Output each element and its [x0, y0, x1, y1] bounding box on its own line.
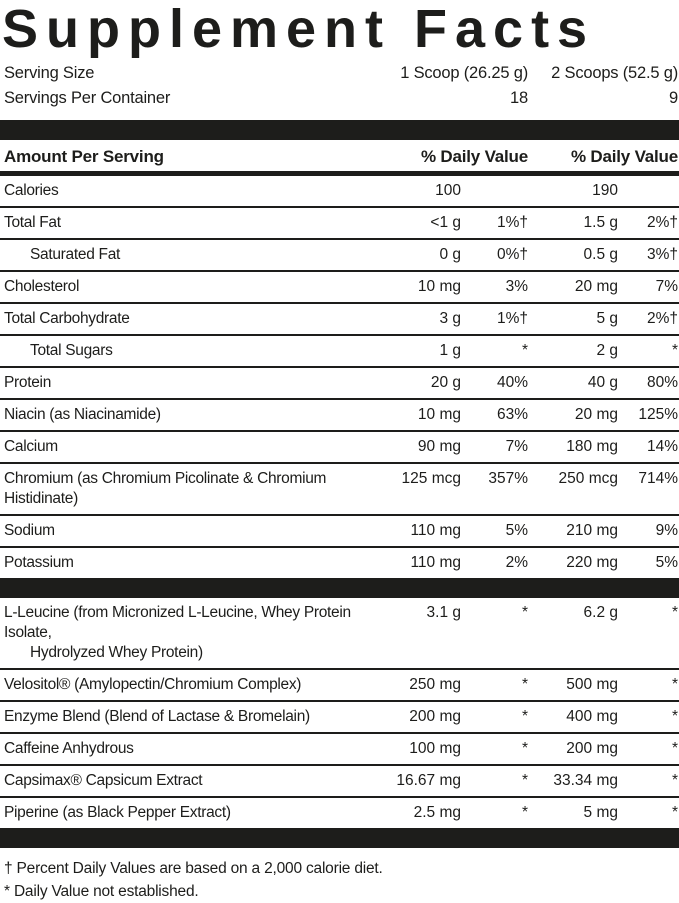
row-label: Piperine (as Black Pepper Extract) — [4, 804, 231, 821]
row-dv-1: * — [521, 740, 528, 757]
row-dv-1: * — [521, 804, 528, 821]
row-amount-1: 100 mg — [409, 740, 461, 757]
table-header-row — [0, 140, 679, 176]
nutrient-row-potassium — [0, 548, 679, 578]
nutrient-row-calcium — [0, 432, 679, 464]
row-dv-2: * — [671, 708, 678, 725]
row-amount-2: 33.34 mg — [553, 772, 618, 789]
nutrient-row-total-carbohydrate — [0, 304, 679, 336]
row-label: Total Sugars — [30, 342, 113, 359]
row-amount-1: 200 mg — [409, 708, 461, 725]
daily-value-header-2: % Daily Value — [570, 147, 678, 166]
nutrient-row-protein — [0, 368, 679, 400]
servings-per-container-label: Servings Per Container — [4, 89, 171, 107]
row-label: Capsimax® Capsicum Extract — [4, 772, 203, 789]
row-amount-2: 0.5 g — [583, 246, 618, 263]
nutrient-row-sodium — [0, 516, 679, 548]
row-dv-2: 2%† — [646, 310, 678, 327]
row-amount-2: 220 mg — [566, 554, 618, 571]
row-label: Potassium — [4, 554, 74, 571]
row-amount-2: 20 mg — [574, 278, 618, 295]
row-dv-1: 63% — [496, 406, 528, 423]
row-dv-1: 1%† — [496, 310, 528, 327]
nutrient-row-total-fat — [0, 208, 679, 240]
nutrient-table-section-2 — [0, 598, 679, 828]
nutrient-table-section-1 — [0, 176, 679, 578]
nutrient-row-caffeine — [0, 734, 679, 766]
nutrient-row-l-leucine — [0, 598, 679, 670]
row-amount-2: 40 g — [587, 374, 618, 391]
nutrient-row-saturated-fat — [0, 240, 679, 272]
row-dv-2: 3%† — [646, 246, 678, 263]
row-dv-2: 125% — [638, 406, 678, 423]
row-amount-1: 110 mg — [410, 554, 461, 571]
section-divider-bar-1 — [0, 120, 679, 140]
row-dv-2: * — [671, 604, 678, 621]
nutrient-row-velositol — [0, 670, 679, 702]
row-dv-2: * — [671, 676, 678, 693]
row-amount-2: 6.2 g — [583, 604, 618, 621]
row-amount-2: 500 mg — [566, 676, 618, 693]
row-amount-1: 250 mg — [409, 676, 461, 693]
serving-size-row — [0, 61, 679, 86]
row-dv-2: * — [671, 740, 678, 757]
row-dv-2: 714% — [638, 470, 678, 487]
row-dv-1: 5% — [505, 522, 528, 539]
row-amount-1: 10 mg — [417, 406, 461, 423]
row-dv-1: * — [521, 676, 528, 693]
row-dv-1: * — [521, 604, 528, 621]
row-amount-1: 10 mg — [417, 278, 461, 295]
row-dv-1: 357% — [488, 470, 528, 487]
row-amount-1: 2.5 mg — [413, 804, 461, 821]
nutrient-row-total-sugars — [0, 336, 679, 368]
row-amount-2: 5 g — [596, 310, 618, 327]
nutrient-row-cholesterol — [0, 272, 679, 304]
row-amount-2: 1.5 g — [583, 214, 618, 231]
amount-per-serving-header: Amount Per Serving — [4, 147, 164, 166]
row-dv-1: 1%† — [496, 214, 528, 231]
row-label: Total Fat — [4, 214, 61, 231]
nutrient-row-niacin — [0, 400, 679, 432]
row-amount-1: 20 g — [430, 374, 461, 391]
nutrient-row-calories — [0, 176, 679, 208]
row-label: Chromium (as Chromium Picolinate & Chromium Histidinate) — [4, 470, 327, 507]
row-dv-2: * — [671, 804, 678, 821]
nutrient-row-enzyme-blend — [0, 702, 679, 734]
row-dv-2: 80% — [646, 374, 678, 391]
row-amount-1: 110 mg — [410, 522, 461, 539]
servings-per-container-value-2: 9 — [669, 89, 678, 107]
footnote-daily-values: † Percent Daily Values are based on a 2,000 calorie diet. — [4, 860, 383, 877]
footnote-not-established: * Daily Value not established. — [4, 883, 199, 900]
row-dv-2: 2%† — [646, 214, 678, 231]
servings-per-container-row — [0, 86, 679, 111]
row-amount-2: 2 g — [596, 342, 618, 359]
row-label: Enzyme Blend (Blend of Lactase & Bromelain) — [4, 708, 310, 725]
serving-size-value-1: 1 Scoop (26.25 g) — [400, 64, 528, 82]
row-label: Protein — [4, 374, 52, 391]
nutrient-row-piperine — [0, 798, 679, 828]
footnotes — [0, 848, 679, 903]
row-dv-1: 7% — [505, 438, 528, 455]
row-dv-1: 0%† — [496, 246, 528, 263]
row-dv-1: * — [521, 708, 528, 725]
row-amount-1: <1 g — [430, 214, 461, 231]
row-label-line-1: L-Leucine (from Micronized L-Leucine, Whey Protein Isolate, — [4, 604, 351, 641]
row-dv-2: * — [671, 772, 678, 789]
row-amount-1: 3 g — [439, 310, 461, 327]
row-amount-1: 3.1 g — [426, 604, 461, 621]
daily-value-header-1: % Daily Value — [420, 147, 528, 166]
row-dv-2: 5% — [655, 554, 678, 571]
row-label: Velositol® (Amylopectin/Chromium Complex) — [4, 676, 302, 693]
row-label: Niacin (as Niacinamide) — [4, 406, 161, 423]
row-amount-2: 210 mg — [566, 522, 618, 539]
section-divider-bar-2 — [0, 578, 679, 598]
row-amount-2: 180 mg — [566, 438, 618, 455]
row-amount-1: 1 g — [439, 342, 461, 359]
row-amount-1: 90 mg — [417, 438, 461, 455]
row-label-line-2: Hydrolyzed Whey Protein) — [30, 644, 203, 661]
nutrient-row-chromium — [0, 464, 679, 516]
panel-title: Supplement Facts — [2, 0, 596, 59]
row-label: Caffeine Anhydrous — [4, 740, 134, 757]
row-label — [0, 603, 361, 663]
row-dv-2: 7% — [655, 278, 678, 295]
section-divider-bar-3 — [0, 828, 679, 848]
serving-size-value-2: 2 Scoops (52.5 g) — [551, 64, 678, 82]
row-dv-1: 40% — [496, 374, 528, 391]
row-label: Cholesterol — [4, 278, 80, 295]
row-dv-1: 3% — [505, 278, 528, 295]
row-amount-1: 16.67 mg — [396, 772, 461, 789]
row-amount-2: 20 mg — [574, 406, 618, 423]
nutrient-row-capsimax — [0, 766, 679, 798]
row-dv-2: 14% — [646, 438, 678, 455]
row-dv-1: * — [521, 772, 528, 789]
row-amount-1: 125 mcg — [401, 470, 461, 487]
serving-info — [0, 56, 679, 111]
row-dv-1: 2% — [505, 554, 528, 571]
row-amount-2: 190 — [592, 182, 618, 199]
row-amount-2: 250 mcg — [558, 470, 618, 487]
servings-per-container-value-1: 18 — [510, 89, 528, 107]
row-label: Calcium — [4, 438, 58, 455]
row-amount-2: 200 mg — [566, 740, 618, 757]
row-label: Sodium — [4, 522, 55, 539]
serving-size-label: Serving Size — [4, 64, 95, 82]
row-amount-1: 100 — [435, 182, 461, 199]
row-dv-1: * — [521, 342, 528, 359]
row-amount-1: 0 g — [439, 246, 461, 263]
row-label: Calories — [4, 182, 59, 199]
row-dv-2: * — [671, 342, 678, 359]
row-label: Total Carbohydrate — [4, 310, 130, 327]
row-amount-2: 400 mg — [566, 708, 618, 725]
row-label: Saturated Fat — [30, 246, 121, 263]
row-amount-2: 5 mg — [583, 804, 618, 821]
row-dv-2: 9% — [655, 522, 678, 539]
